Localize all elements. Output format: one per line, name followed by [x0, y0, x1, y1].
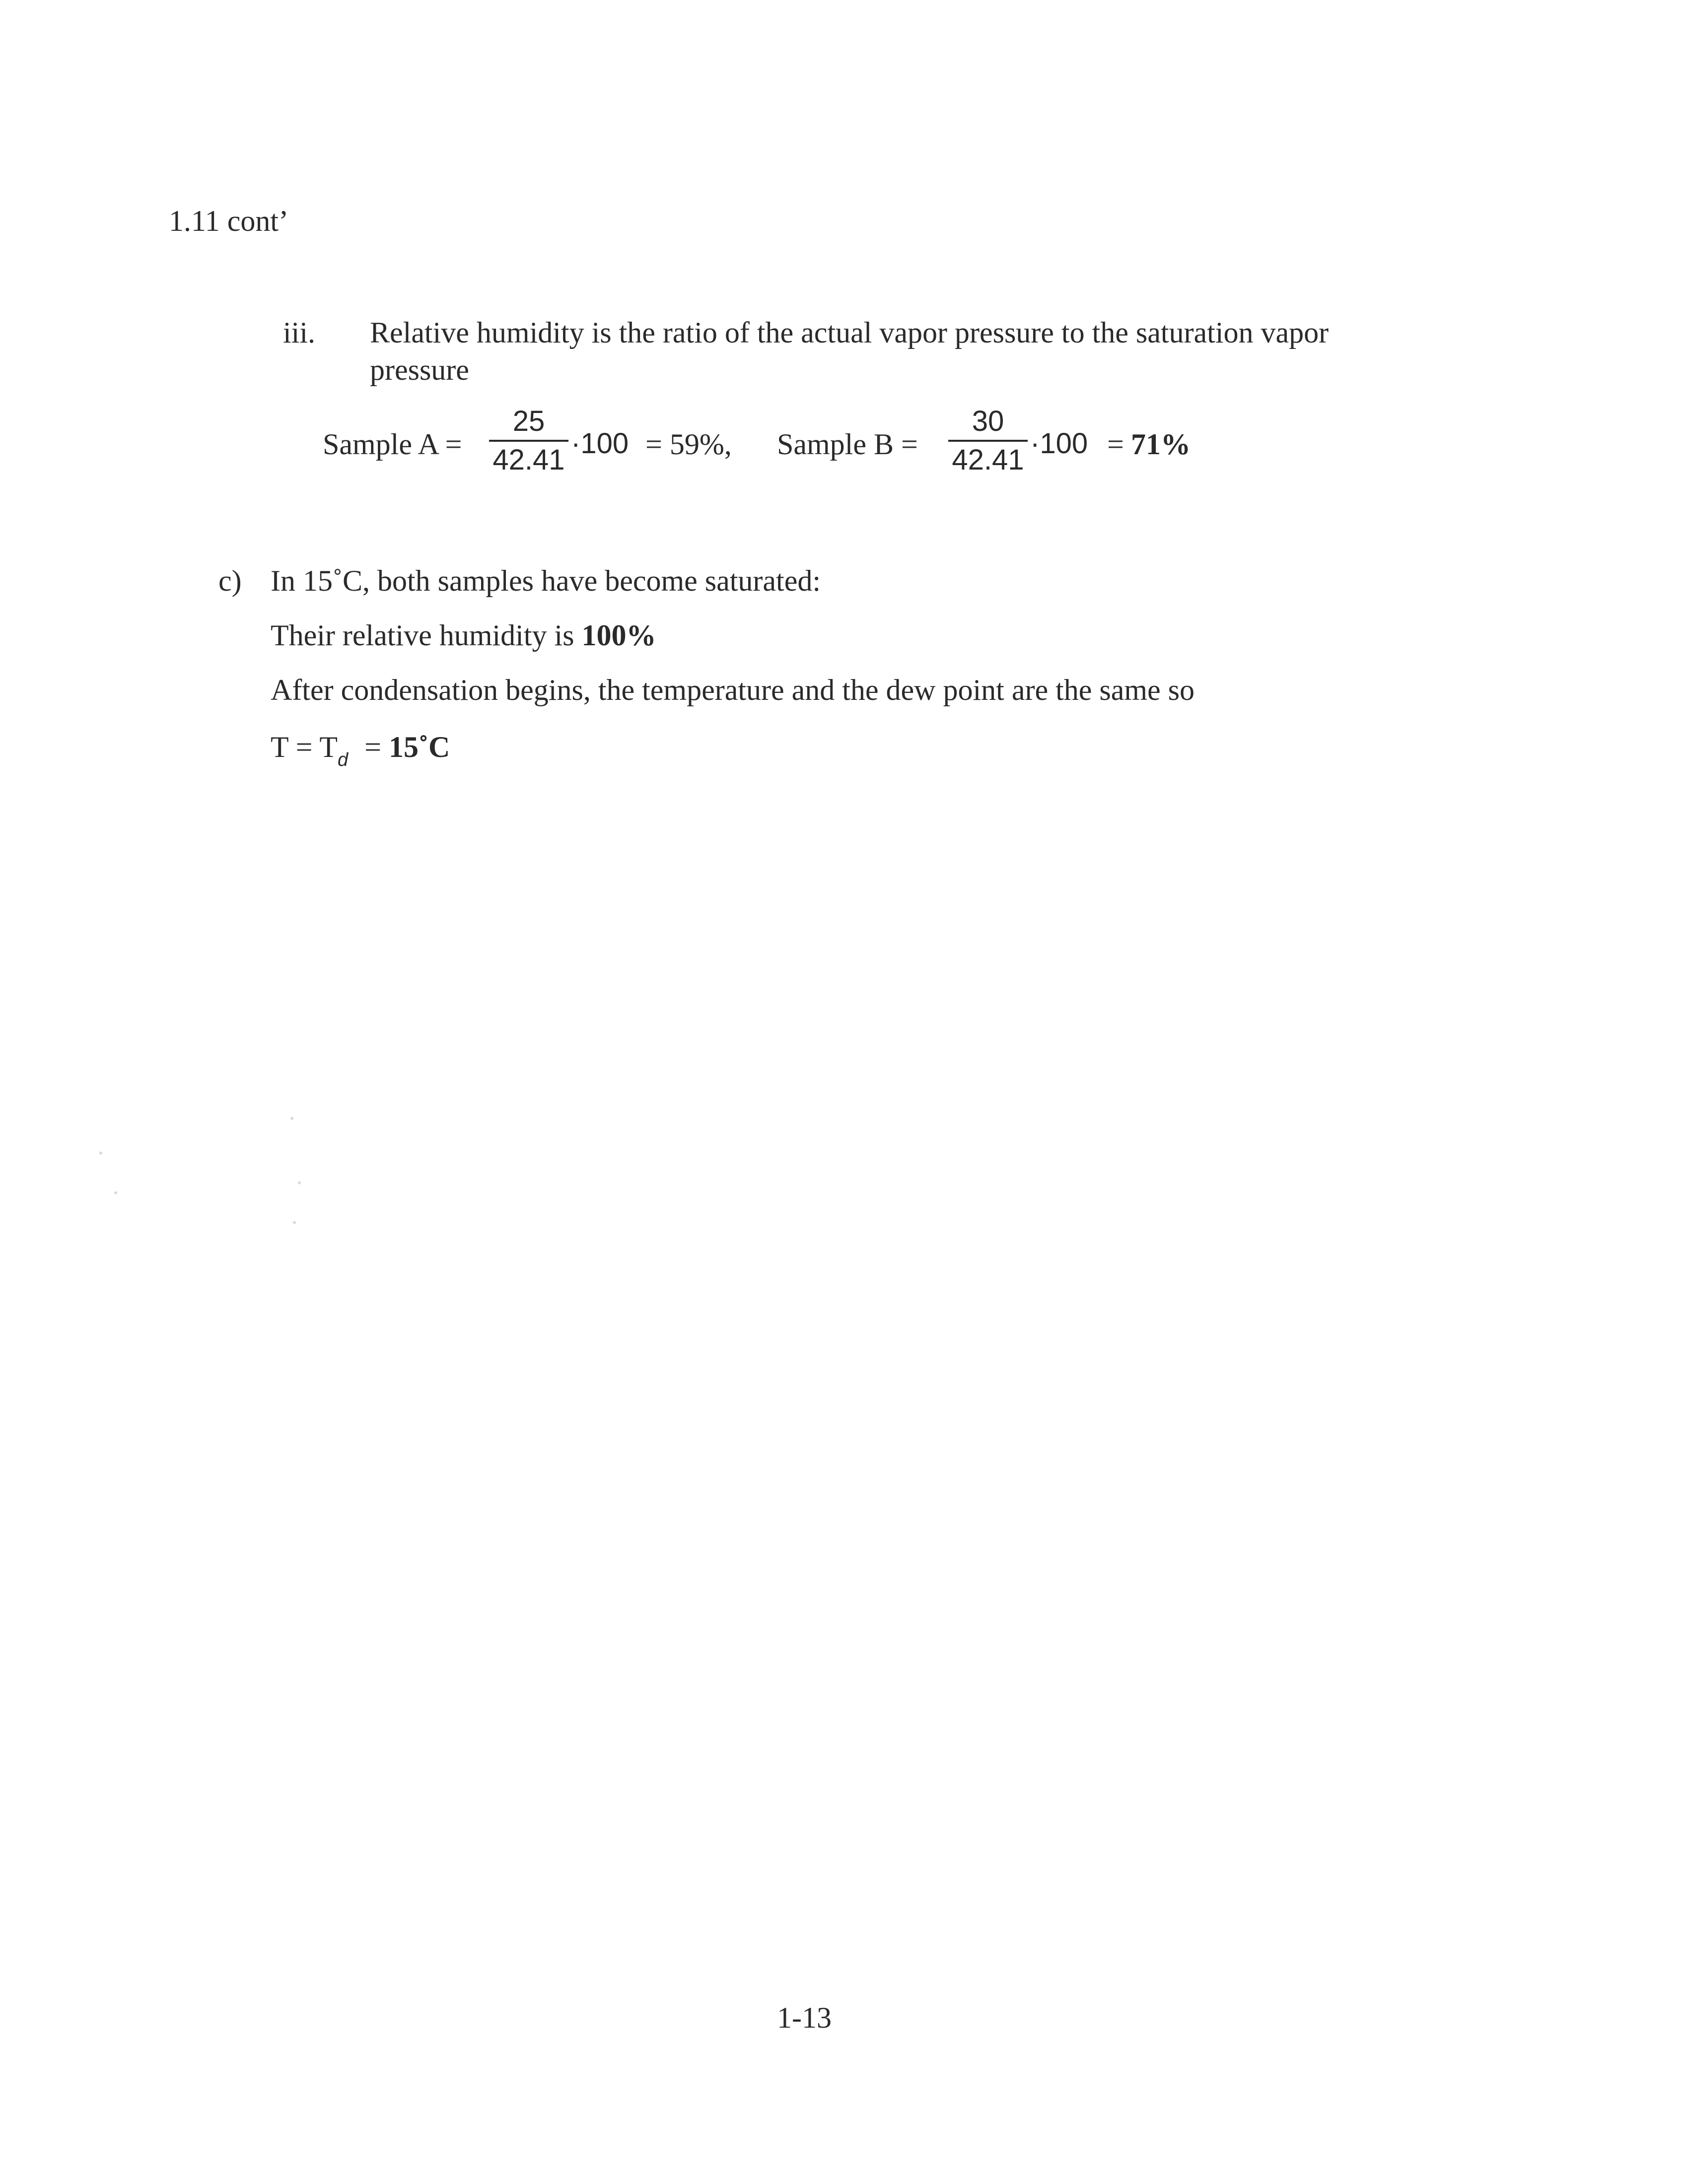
formula-lhs: T = T: [271, 731, 338, 763]
scan-speck: [298, 1181, 301, 1184]
sample-b-fraction: [948, 407, 1028, 475]
formula-equals: =: [364, 731, 381, 763]
sample-b-denominator: 42.41: [952, 444, 1024, 476]
list-marker-iii: iii.: [283, 316, 316, 349]
sample-b-multiplier: ·100: [1030, 427, 1088, 460]
part-c-line1: In 15˚C, both samples have become saturated:: [271, 564, 821, 597]
sample-b-numerator: 30: [972, 405, 1004, 437]
sample-b-result: 71%: [1131, 428, 1191, 461]
sample-b-label: Sample B =: [777, 428, 918, 461]
temperature-formula: [271, 731, 450, 770]
scan-speck: [290, 1117, 293, 1120]
sample-b-equals: =: [1107, 428, 1124, 461]
part-c-line3: After condensation begins, the temperature and the dew point are the same so: [271, 674, 1195, 706]
list-marker-c: c): [218, 564, 242, 597]
formula-value: 15˚C: [388, 731, 450, 763]
sample-a-label: Sample A =: [323, 428, 462, 461]
sample-a-result: = 59%,: [645, 428, 732, 461]
scan-speck: [293, 1221, 296, 1224]
scan-speck: [99, 1152, 102, 1155]
scan-speck: [114, 1191, 117, 1194]
section-heading: 1.11 cont’: [169, 205, 289, 237]
definition-text-line1: Relative humidity is the ratio of the actual vapor pressure to the saturation vapor: [370, 316, 1329, 349]
humidity-statement: Their relative humidity is: [271, 619, 574, 652]
sample-a-multiplier: ·100: [571, 427, 629, 460]
humidity-value: 100%: [581, 619, 656, 652]
sample-a-numerator: 25: [512, 405, 545, 437]
page-number: 1-13: [777, 2001, 832, 2034]
fraction-bar: [948, 440, 1028, 442]
definition-text-line2: pressure: [370, 353, 469, 386]
fraction-bar: [489, 440, 568, 442]
sample-a-fraction: [489, 407, 568, 475]
part-c-line2: [271, 620, 656, 650]
formula-subscript: d: [337, 750, 349, 770]
sample-a-denominator: 42.41: [492, 444, 565, 476]
